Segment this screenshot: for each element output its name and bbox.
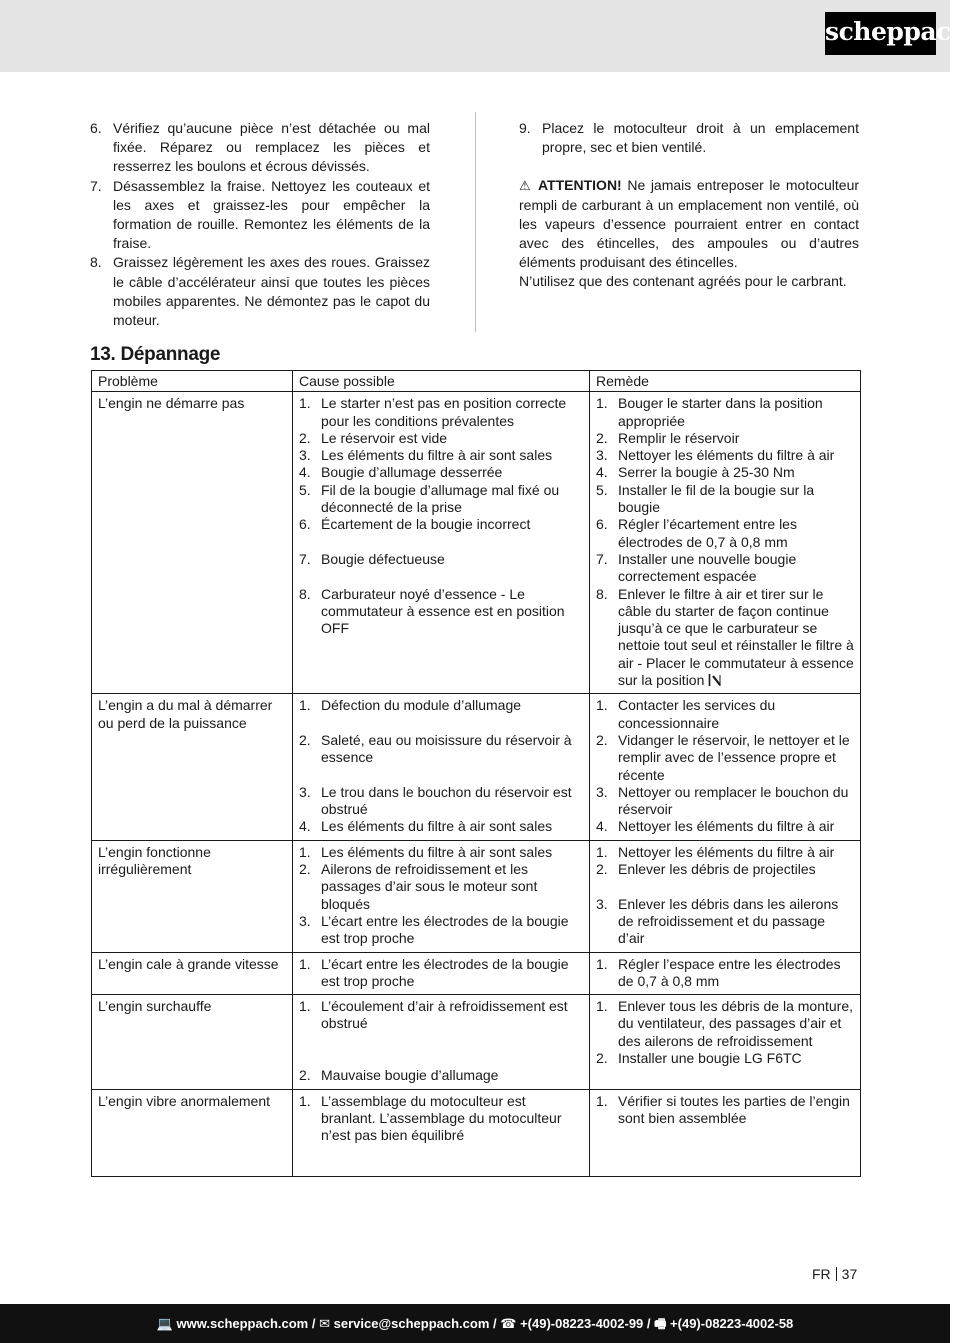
list-item: 6. Régler l’écartement entre les électrodes de 0,7 à 0,8 mm (596, 516, 797, 550)
fax-number: +(49)-08223-4002-58 (670, 1316, 794, 1331)
list-item: 2. Mauvaise bougie d’allumage (299, 1067, 499, 1084)
list-item (90, 177, 430, 254)
list-item: 1. Vérifier si toutes les parties de l’engin sont bien assemblée (596, 1092, 850, 1126)
troubleshooting-table (91, 370, 861, 1177)
remedy-cell (590, 694, 861, 840)
column-header: Problème (92, 371, 293, 392)
list-item: 3. Les éléments du filtre à air sont sales (299, 447, 553, 464)
attention-paragraph (519, 176, 859, 272)
list-item: 7. Bougie défectueuse (299, 550, 445, 567)
list-item: 1. Bouger le starter dans la position appropriée (596, 395, 823, 429)
cause-cell (293, 952, 590, 995)
section-title: 13. Dépannage (90, 344, 221, 365)
envelope-icon: ✉ (319, 1316, 330, 1331)
list-item: 2. Ailerons de refroidissement et les passages d’air sous le moteur sont bloqués (299, 861, 538, 912)
problem-cell: L’engin ne démarre pas (92, 392, 293, 694)
computer-icon: 💻 (156, 1316, 173, 1331)
table-row (92, 952, 861, 995)
item-text: Vérifiez qu’aucune pièce n’est détachée ou mal fixée. Réparez ou remplacez les pièces et resserrez les boulons et écrous dévissés. (113, 120, 430, 175)
list-item: 4. Les éléments du filtre à air sont sales (299, 818, 553, 835)
item-number: 8. (90, 254, 102, 271)
list-item (90, 253, 430, 330)
list-item: 1. Contacter les services du concessionnaire (596, 697, 776, 731)
list-item: 4. Bougie d’allumage desserrée (299, 464, 503, 481)
table-row (92, 1089, 861, 1176)
list-item: 2. Saleté, eau ou moisissure du réservoir à essence (299, 731, 572, 766)
list-item: 1. L’écart entre les électrodes de la bougie est trop proche (299, 955, 569, 989)
list-item: 2. Installer une bougie LG F6TC (596, 1049, 802, 1066)
footer-bar (0, 1304, 950, 1343)
attention-text: Ne jamais entreposer le motoculteur rempli de carburant à un emplacement non ventilé, où les vapeurs d’essence pourraient entrer en contact avec des étincelles, des ampoules ou d’autres éléments produisant des étincelles. (519, 177, 860, 271)
table-header-row (92, 371, 861, 392)
list-item: 3. Nettoyer ou remplacer le bouchon du réservoir (596, 783, 849, 818)
left-column (90, 119, 430, 330)
remedy-cell (590, 392, 861, 694)
item-text: Désassemblez la fraise. Nettoyez les couteaux et les axes et graissez-les pour empêcher la formation de rouille. Remontez les éléments de la fraise. (113, 177, 430, 252)
list-item (519, 119, 859, 157)
list-item: 4. Nettoyer les éléments du filtre à air (596, 818, 835, 835)
item-text: Graissez légèrement les axes des roues. Graissez le câble d’accélérateur ainsi que toutes les pièces mobiles apparentes. Ne démontez pas le capot du moteur. (113, 254, 430, 329)
item-text: Placez le motoculteur droit à un emplacement propre, sec et bien ventilé. (542, 120, 859, 156)
list-item: 6. Écartement de la bougie incorrect (299, 516, 531, 533)
list-item: 2. Enlever les débris de projectiles (596, 861, 816, 878)
list-item: 2. Le réservoir est vide (299, 429, 448, 446)
table-row (92, 840, 861, 952)
list-item: 3. Nettoyer les éléments du filtre à air (596, 447, 835, 464)
cause-cell (293, 995, 590, 1089)
table-row (92, 392, 861, 694)
list-item: 1. Les éléments du filtre à air sont sales (299, 843, 553, 860)
header-bar (0, 0, 968, 72)
list-item: 3. Le trou dans le bouchon du réservoir est obstrué (299, 783, 572, 818)
table-row (92, 995, 861, 1089)
column-divider (475, 112, 476, 332)
list-item: 2. Vidanger le réservoir, le nettoyer et le remplir avec de l’essence propre et récente (596, 731, 850, 783)
list-item: 1. Le starter n’est pas en position correcte pour les conditions prévalentes (299, 395, 567, 429)
list-item: 1. L’écoulement d’air à refroidissement est obstrué (299, 998, 568, 1032)
list-item: 8. Carburateur noyé d’essence - Le commutateur à essence est en position OFF (299, 585, 565, 637)
fuel-valve-off-icon (708, 673, 722, 687)
list-item: 1. Nettoyer les éléments du filtre à air (596, 843, 835, 860)
item-number: 9. (519, 120, 531, 136)
problem-cell: L’engin a du mal à démarrer ou perd de la puissance (92, 694, 293, 840)
list-item: 3. Enlever les débris dans les ailerons de refroidissement et du passage d’air (596, 895, 839, 947)
list-item: 2. Remplir le réservoir (596, 429, 740, 446)
right-column (519, 119, 859, 292)
list-item (90, 119, 430, 177)
list-item: 1. Défection du module d’allumage (299, 697, 522, 714)
cause-cell (293, 392, 590, 694)
list-item: 8. Enlever le filtre à air et tirer sur le câble du starter de façon continue jusqu’à ce que le carburateur se nettoie tout seul et réinstaller le filtre à air - Placer le commutateur à essence sur la position (596, 585, 854, 689)
website-link[interactable]: www.scheppach.com / (176, 1316, 316, 1331)
page-separator (836, 1267, 837, 1281)
list-item: 7. Installer une nouvelle bougie correctement espacée (596, 550, 797, 585)
list-item: 5. Installer le fil de la bougie sur la bougie (596, 481, 815, 516)
list-item: 1. Régler l’espace entre les électrodes de 0,7 à 0,8 mm (596, 955, 841, 989)
problem-cell: L’engin fonctionne irrégulièrement (92, 840, 293, 952)
list-item: 3. L’écart entre les électrodes de la bougie est trop proche (299, 912, 569, 947)
warning-icon: ⚠ (519, 178, 533, 194)
table-row (92, 694, 861, 840)
phone-icon: ☎ (500, 1316, 517, 1331)
page-number-value: 37 (841, 1266, 858, 1282)
cause-cell (293, 1089, 590, 1176)
language-code: FR (812, 1266, 831, 1282)
remedy-cell (590, 1089, 861, 1176)
phone-number: +(49)-08223-4002-99 / (520, 1316, 651, 1331)
problem-cell: L’engin vibre anormalement (92, 1089, 293, 1176)
fuel-note: N’utilisez que des contenant agréés pour le carbrant. (519, 273, 847, 290)
remedy-cell (590, 995, 861, 1089)
scheppach-logo: scheppach (825, 12, 936, 55)
column-header: Remède (590, 371, 861, 392)
list-item: 4. Serrer la bougie à 25-30 Nm (596, 464, 795, 481)
remedy-cell (590, 952, 861, 995)
remedy-cell (590, 840, 861, 952)
item-number: 6. (90, 120, 102, 136)
list-item: 1. Enlever tous les débris de la monture, du ventilateur, des passages d’air et des ailerons de refroidissement (596, 998, 854, 1049)
cause-cell (293, 694, 590, 840)
fax-icon: 🖷 (654, 1316, 667, 1331)
problem-cell: L’engin surchauffe (92, 995, 293, 1089)
problem-cell: L’engin cale à grande vitesse (92, 952, 293, 995)
column-header: Cause possible (293, 371, 590, 392)
list-item: 1. L’assemblage du motoculteur est branlant. L’assemblage du motoculteur n’est pas bien équilibré (299, 1092, 562, 1144)
item-number: 7. (90, 177, 102, 194)
attention-label: ATTENTION! (537, 177, 622, 194)
list-item: 5. Fil de la bougie d’allumage mal fixé ou déconnecté de la prise (299, 481, 560, 516)
email-link[interactable]: service@scheppach.com / (333, 1316, 497, 1331)
cause-cell (293, 840, 590, 952)
page-number (812, 1266, 857, 1282)
